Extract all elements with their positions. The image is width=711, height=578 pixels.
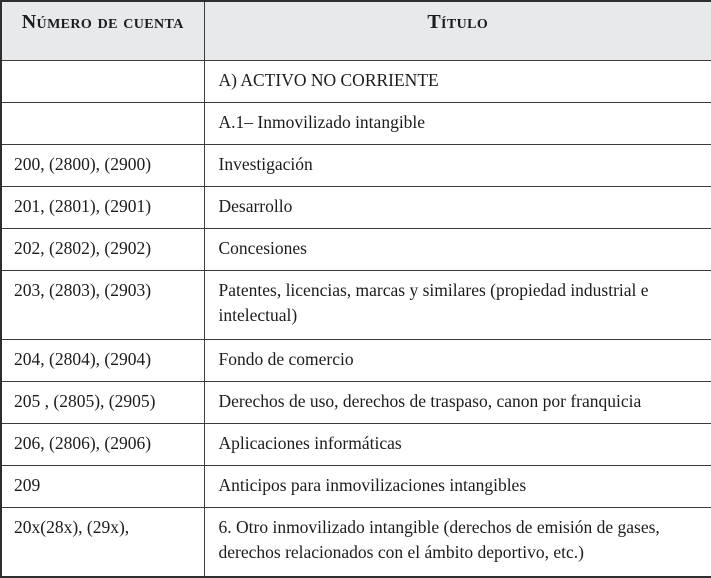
title-cell: A.1– Inmovilizado intangible [204,102,711,144]
title-cell: Desarrollo [204,186,711,228]
account-number-cell: 203, (2803), (2903) [1,270,204,339]
table-row [1,465,711,507]
title-cell: Investigación [204,144,711,186]
account-number-cell: 204, (2804), (2904) [1,339,204,381]
header-row [1,1,711,60]
account-number-cell: 20x(28x), (29x), [1,507,204,577]
table-row [1,144,711,186]
account-number-cell: 205 , (2805), (2905) [1,381,204,423]
table-row [1,102,711,144]
title-cell: Fondo de comercio [204,339,711,381]
table-header [1,1,711,60]
title-cell: Aplicaciones informáticas [204,423,711,465]
table-row [1,60,711,102]
header-title: Título [204,1,711,60]
header-account-number: Número de cuenta [1,1,204,60]
account-number-cell: 201, (2801), (2901) [1,186,204,228]
table-row [1,339,711,381]
account-number-cell: 200, (2800), (2900) [1,144,204,186]
title-cell: A) ACTIVO NO CORRIENTE [204,60,711,102]
table-body [1,60,711,577]
table-row [1,228,711,270]
account-number-cell [1,102,204,144]
title-cell: 6. Otro inmovilizado intangible (derechos de emisión de gases, derechos relacionados con el ámbito deportivo, etc.) [204,507,711,577]
title-cell: Derechos de uso, derechos de traspaso, canon por franquicia [204,381,711,423]
account-number-cell: 202, (2802), (2902) [1,228,204,270]
title-cell: Patentes, licencias, marcas y similares (propiedad industrial e intelectual) [204,270,711,339]
account-number-cell [1,60,204,102]
table-row [1,381,711,423]
table-row [1,186,711,228]
account-number-cell: 206, (2806), (2906) [1,423,204,465]
table-row [1,423,711,465]
account-number-cell: 209 [1,465,204,507]
title-cell: Anticipos para inmovilizaciones intangibles [204,465,711,507]
title-cell: Concesiones [204,228,711,270]
table-row [1,270,711,339]
table-row [1,507,711,577]
